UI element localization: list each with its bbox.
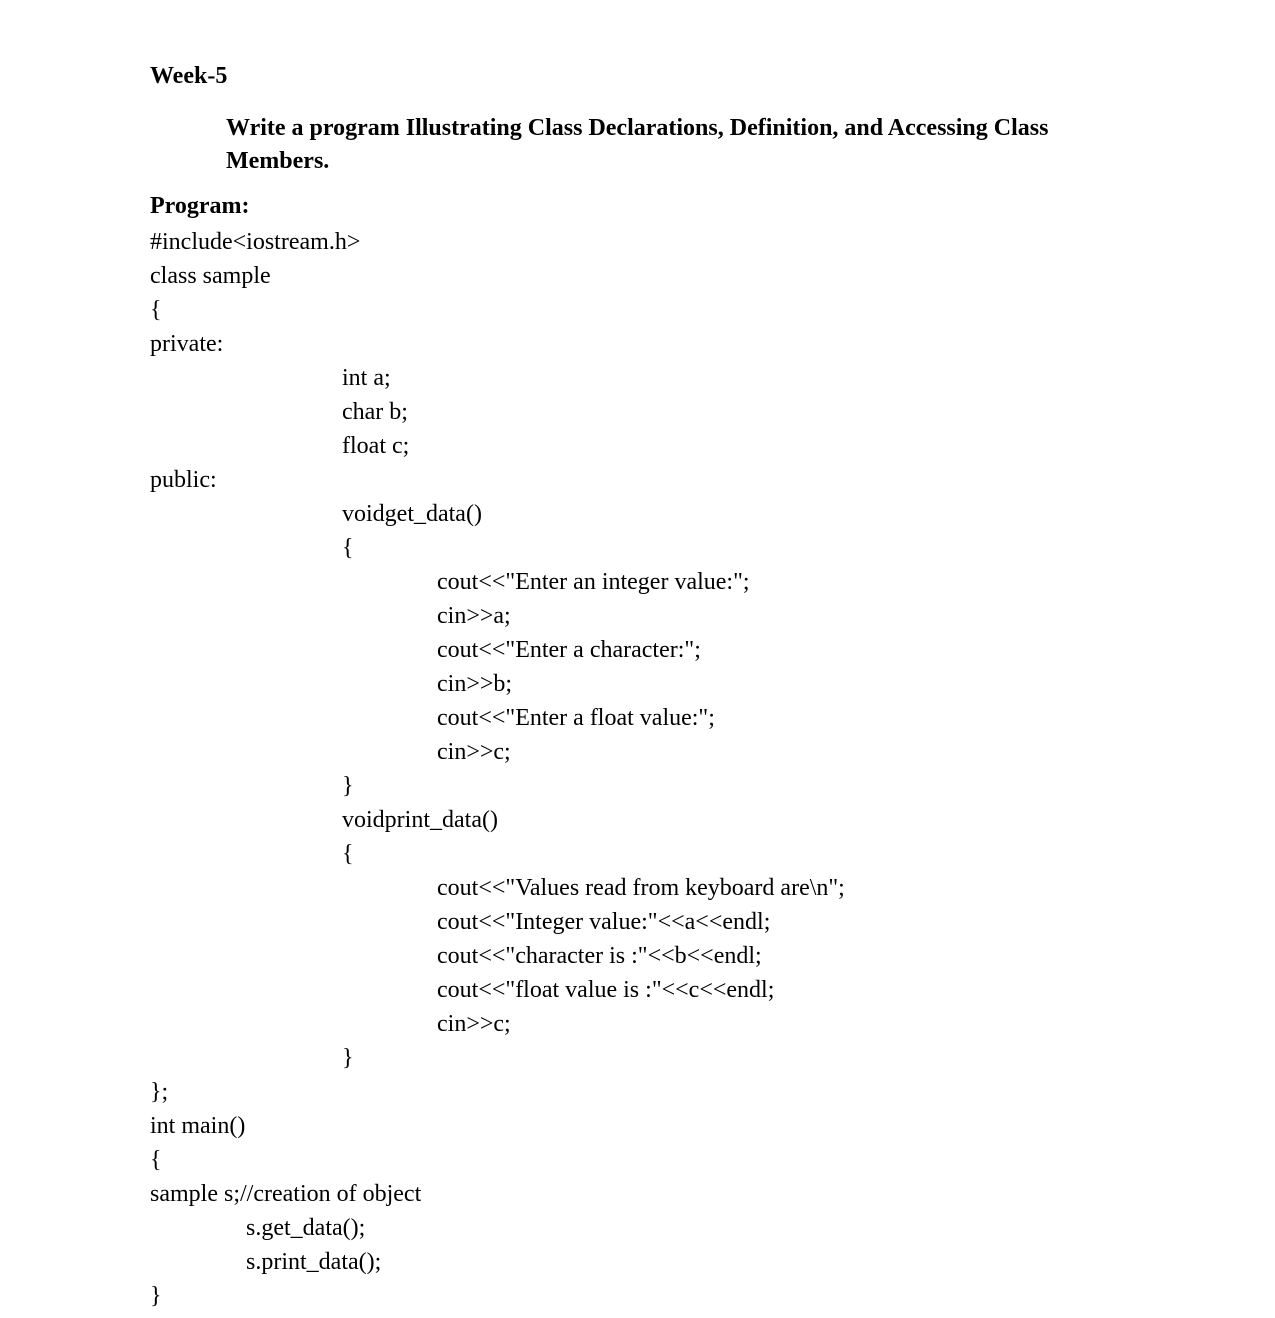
code-line: } (150, 1283, 162, 1309)
code-line: cout<<"float value is :"<<c<<endl; (437, 977, 775, 1003)
code-line: public: (150, 467, 217, 493)
code-line: s.print_data(); (246, 1249, 382, 1275)
code-line: voidget_data() (342, 501, 482, 527)
code-listing (150, 225, 1150, 1313)
code-line: class sample (150, 263, 271, 289)
code-line: float c; (342, 433, 410, 459)
code-line: cout<<"Values read from keyboard are\n"; (437, 875, 845, 901)
code-line: { (150, 1147, 162, 1173)
code-line: { (150, 297, 162, 323)
code-line: cin>>c; (437, 739, 511, 765)
code-line: int a; (342, 365, 391, 391)
code-line: cout<<"Enter a character:"; (437, 637, 701, 663)
code-line: cout<<"Enter a float value:"; (437, 705, 715, 731)
code-line: int main() (150, 1113, 246, 1139)
code-line: { (342, 535, 354, 561)
week-heading: Week-5 (150, 63, 228, 89)
code-line: cin>>b; (437, 671, 513, 697)
code-line: cout<<"Enter an integer value:"; (437, 569, 750, 595)
code-line: cin>>c; (437, 1011, 511, 1037)
code-line: sample s;//creation of object (150, 1181, 422, 1207)
code-line: char b; (342, 399, 408, 425)
code-line: } (342, 1045, 354, 1071)
program-label: Program: (150, 193, 250, 219)
code-line: s.get_data(); (246, 1215, 366, 1241)
code-line: #include<iostream.h> (150, 229, 361, 255)
code-line: }; (150, 1079, 169, 1105)
code-line: { (342, 841, 354, 867)
code-line: voidprint_data() (342, 807, 498, 833)
code-line: cin>>a; (437, 603, 511, 629)
code-line: cout<<"Integer value:"<<a<<endl; (437, 909, 771, 935)
task-statement: Write a program Illustrating Class Declarations, Definition, and Accessing Class Members. (226, 115, 1049, 174)
code-line: cout<<"character is :"<<b<<endl; (437, 943, 762, 969)
code-line: } (342, 773, 354, 799)
code-line: private: (150, 331, 224, 357)
